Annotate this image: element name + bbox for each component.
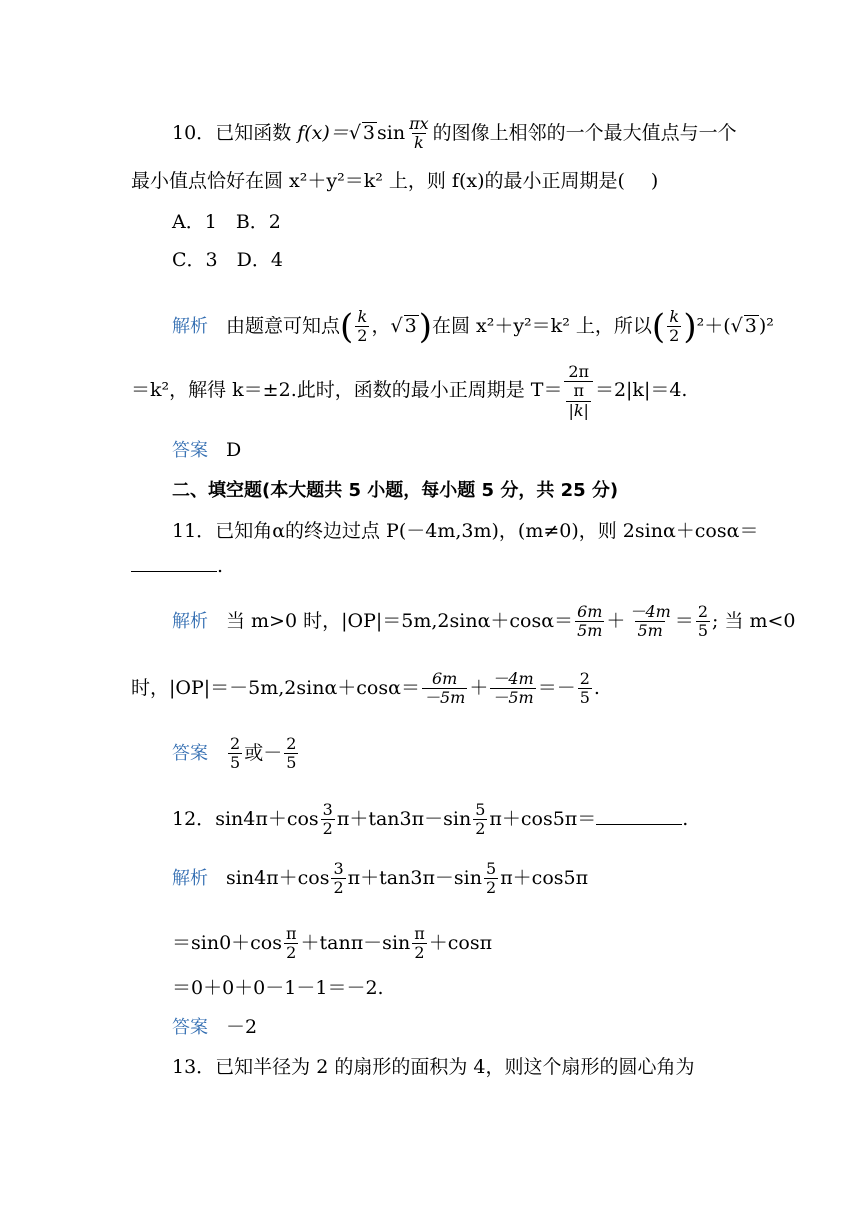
period-fraction: $\frac{2\pi}{\frac{\pi}{|k|}}$ bbox=[564, 362, 592, 420]
q10-options-ab bbox=[172, 209, 281, 235]
q10-answer: 答案 D bbox=[172, 439, 242, 461]
q11-answer: 答案 $\frac{2}{5}$ 或－ $\frac{2}{5}$ bbox=[172, 734, 297, 773]
analysis-label: 解析 bbox=[172, 867, 208, 889]
q10-analysis-line1: 解析 由题意可知点( $\frac{k}{2}$ ，√ 3)在圆 x²＋y²＝k² 上，所以( $\frac{k}{2}$ )²＋(√ 3 )² bbox=[172, 306, 774, 347]
q11-line1: 11．已知角α的终边过点 P(－4m,3m)，(m≠0)，则 2sinα＋cosα＝ bbox=[172, 520, 759, 542]
option-c: C．3 bbox=[172, 249, 218, 271]
q11-analysis-line1: 解析 当 m>0 时，|OP|＝5m,2sinα＋cosα＝ $\frac{6m}{5m}$ ＋ $\frac{-4m}{5m}$ ＝ $\frac{2}{5}$ ; 当 m<0 bbox=[172, 602, 796, 641]
section-heading: 二、填空题(本大题共 5 小题，每小题 5 分，共 25 分) bbox=[172, 480, 619, 501]
q10-analysis-line2: ＝k²，解得 k＝±2.此时，函数的最小正周期是 T＝ $\frac{2\pi}{\frac{\pi}{|k|}}$ ＝2|k|＝4. bbox=[131, 362, 688, 420]
answer-blank bbox=[131, 553, 217, 572]
question-number: 10． bbox=[172, 121, 216, 144]
analysis-label: 解析 bbox=[172, 315, 208, 337]
answer-label: 答案 bbox=[172, 440, 208, 461]
answer-label: 答案 bbox=[172, 1017, 208, 1038]
answer-blank bbox=[596, 806, 682, 825]
q12-line1: 12．sin4π＋cos $\frac{3}{2}$ π＋tan3π－sin $\frac{5}{2}$ π＋cos5π＝ . bbox=[172, 800, 689, 839]
q12-analysis-line1: 解析 sin4π＋cos $\frac{3}{2}$ π＋tan3π－sin $\frac{5}{2}$ π＋cos5π bbox=[172, 859, 589, 898]
question-number: 11． bbox=[172, 520, 216, 542]
q10-options-cd bbox=[172, 247, 283, 273]
q12-answer: 答案 －2 bbox=[172, 1016, 258, 1038]
q10-line2: 最小值点恰好在圆 x²＋y²＝k² 上，则 f(x)的最小正周期是( ) bbox=[131, 170, 659, 192]
question-number: 12． bbox=[172, 807, 216, 830]
fraction: $\frac{\pi x}{k}$ bbox=[409, 114, 429, 153]
analysis-label: 解析 bbox=[172, 610, 208, 632]
option-a: A．1 bbox=[172, 211, 217, 233]
option-d: D．4 bbox=[236, 249, 283, 271]
q12-analysis-line2: ＝sin0＋cos $\frac{\pi}{2}$ ＋tanπ－sin $\frac{\pi}{2}$ ＋cosπ bbox=[172, 924, 493, 963]
q12-analysis-line3: ＝0＋0＋0－1－1＝－2. bbox=[172, 977, 384, 999]
q10-line1: 10．已知函数 f(x)＝√ 3 sin $\frac{\pi x}{k}$ 的图像上相邻的一个最大值点与一个 bbox=[172, 114, 737, 153]
q13-line1: 13．已知半径为 2 的扇形的面积为 4，则这个扇形的圆心角为 bbox=[172, 1056, 695, 1078]
q11-analysis-line2: 时，|OP|＝－5m,2sinα＋cosα＝ $\frac{6m}{-5m}$ ＋ $\frac{-4m}{-5m}$ ＝－ $\frac{2}{5}$ . bbox=[131, 669, 600, 708]
answer-label: 答案 bbox=[172, 742, 208, 764]
option-b: B．2 bbox=[235, 211, 281, 233]
q11-blank-line: . bbox=[131, 553, 223, 579]
